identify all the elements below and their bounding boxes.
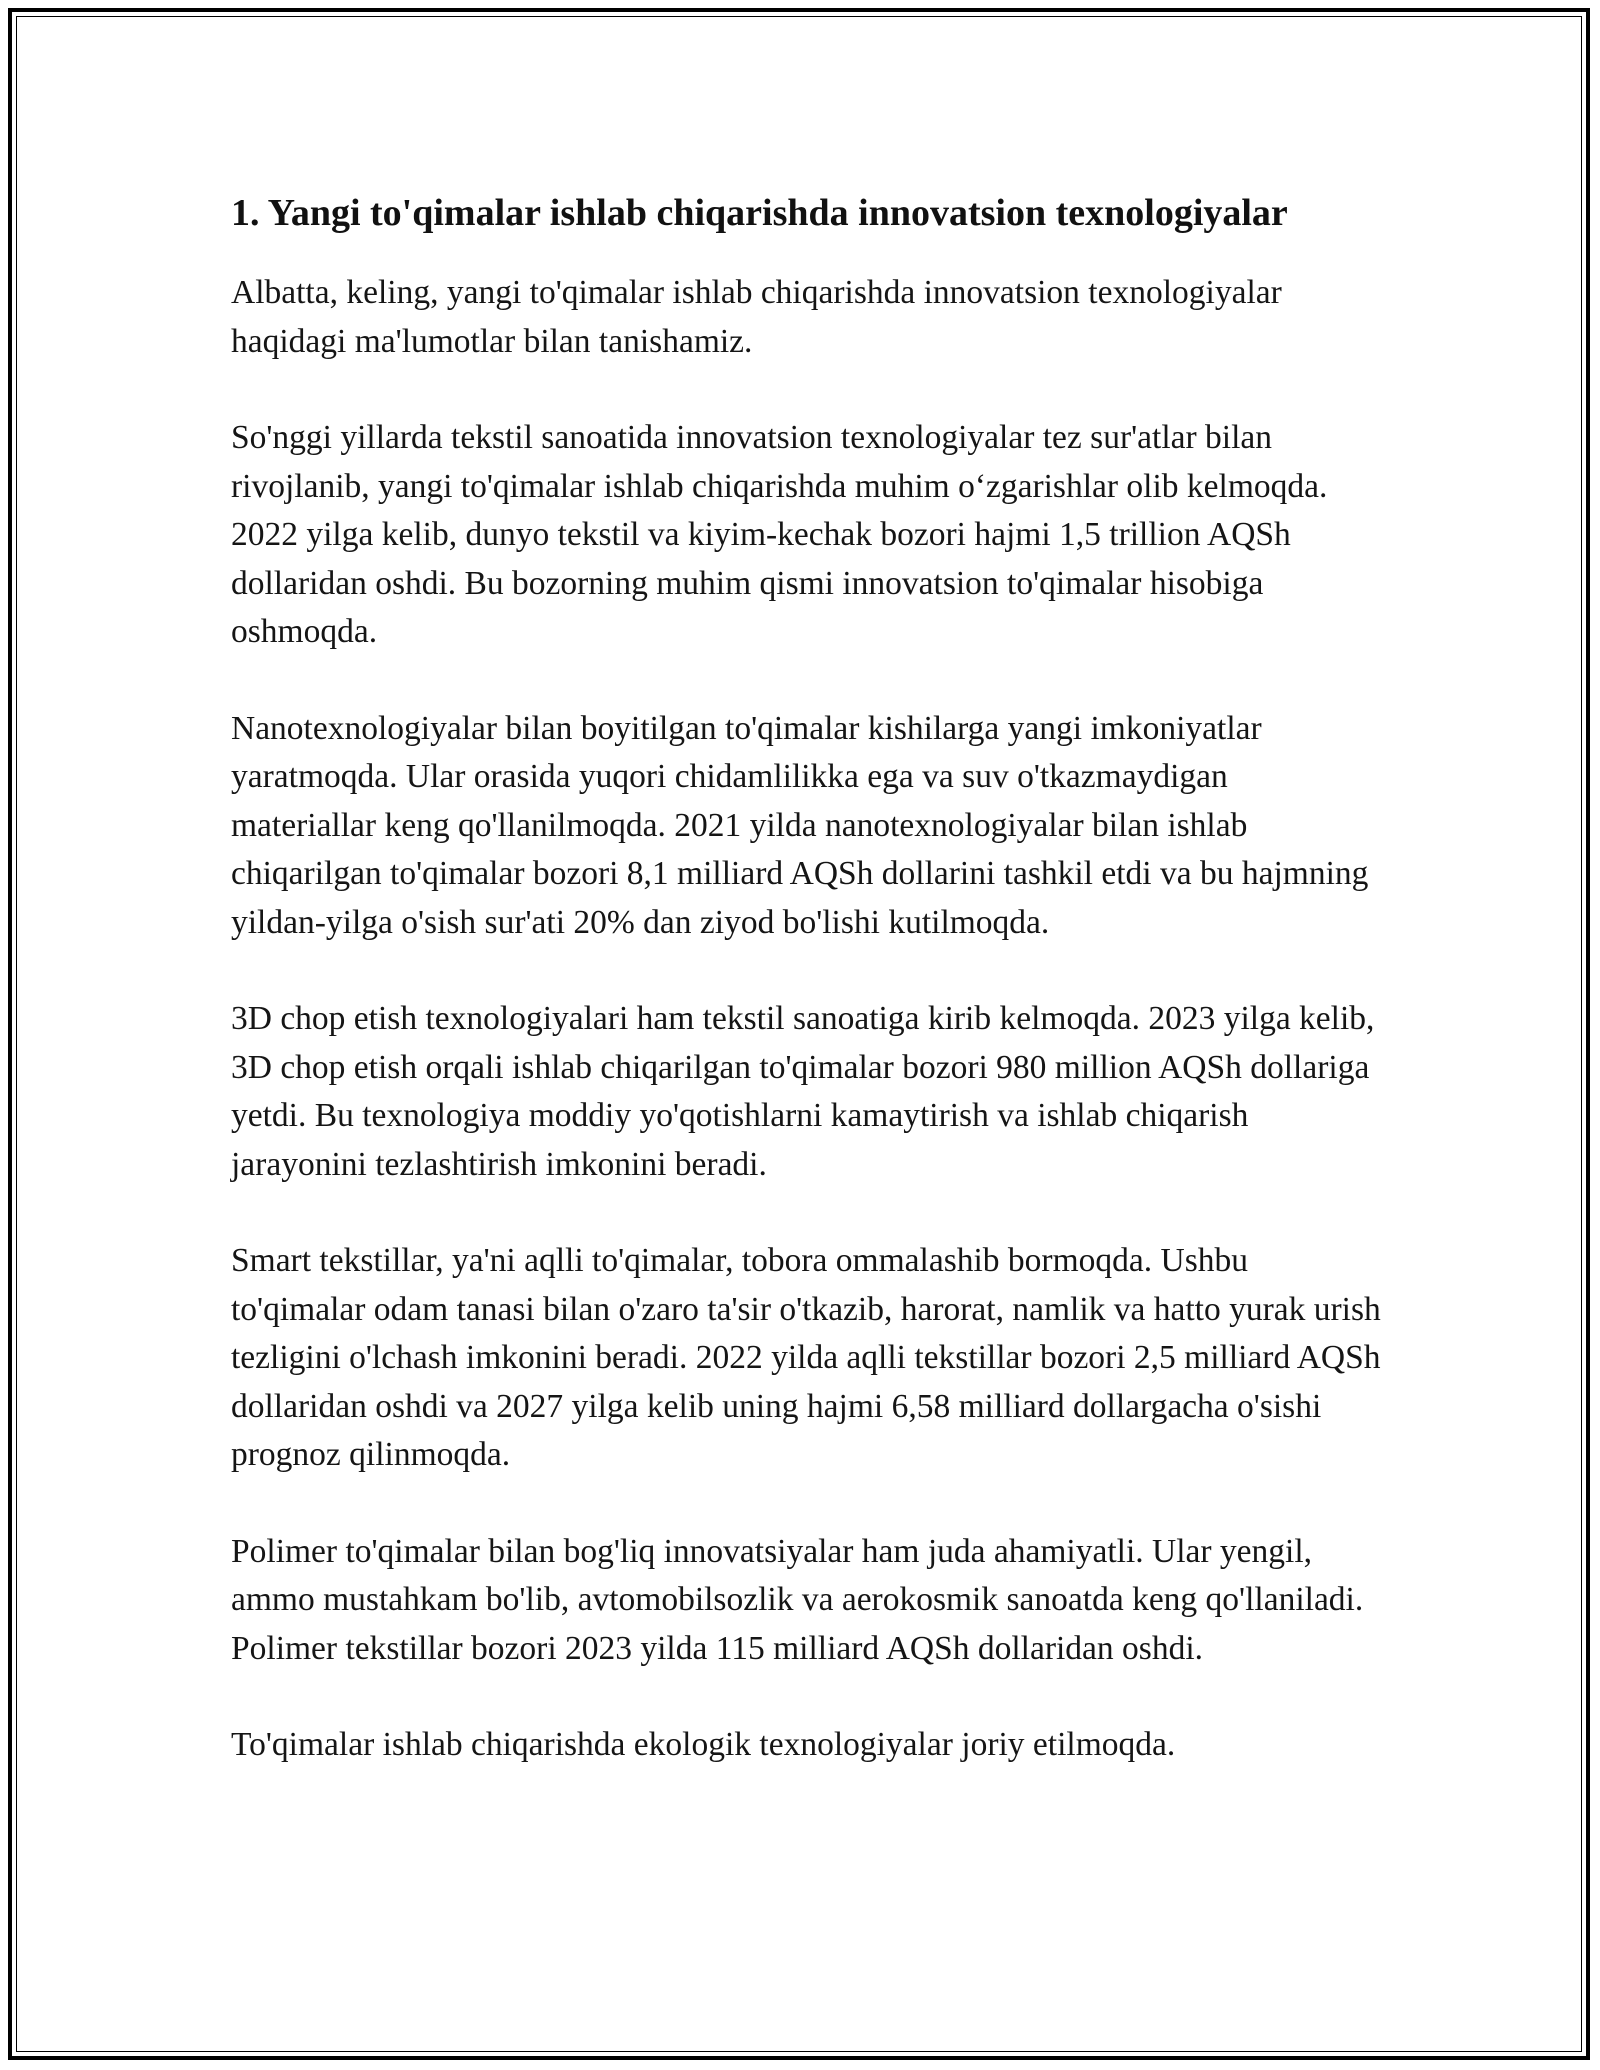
document-title: 1. Yangi to'qimalar ishlab chiqarishda innovatsion texnologiyalar <box>231 192 1288 234</box>
paragraph-3d-printing: 3D chop etish texnologiyalari ham tekstil sanoatiga kirib kelmoqda. 2023 yilga kelib, 3D chop etish orqali ishlab chiqarilgan to'qimalar bozori 980 million AQSh dollariga yetdi. Bu texnologiya moddiy yo'qotishlarni kamaytirish va ishlab chiqarish jarayonini tezlashtirish imkonini beradi. <box>231 1000 1375 1183</box>
paragraph-smart-textiles: Smart tekstillar, ya'ni aqlli to'qimalar, tobora ommalashib bormoqda. Ushbu to'qimalar odam tanasi bilan o'zaro ta'sir o'tkazib, harorat, namlik va hatto yurak urish tezligini o'lchash imkonini beradi. 2022 yilda aqlli tekstillar bozori 2,5 milliard AQSh dollaridan oshdi va 2027 yilga kelib uning hajmi 6,58 milliard dollargacha o'sishi prognoz qilinmoqda. <box>231 1242 1381 1473</box>
document-body <box>231 186 1381 1770</box>
paragraph-market-overview: So'nggi yillarda tekstil sanoatida innovatsion texnologiyalar tez sur'atlar bilan rivojlanib, yangi to'qimalar ishlab chiqarishda muhim oʻzgarishlar olib kelmoqda. 2022 yilga kelib, dunyo tekstil va kiyim-kechak bozori hajmi 1,5 trillion AQSh dollaridan oshdi. Bu bozorning muhim qismi innovatsion to'qimalar hisobiga oshmoqda. <box>231 419 1328 650</box>
paragraph-polymer-textiles: Polimer to'qimalar bilan bog'liq innovatsiyalar ham juda ahamiyatli. Ular yengil, ammo mustahkam bo'lib, avtomobilsozlik va aerokosmik sanoatda keng qo'llaniladi. Polimer tekstillar bozori 2023 yilda 115 milliard AQSh dollaridan oshdi. <box>231 1532 1364 1667</box>
paragraph-intro: Albatta, keling, yangi to'qimalar ishlab chiqarishda innovatsion texnologiyalar haqidagi ma'lumotlar bilan tanishamiz. <box>231 274 1282 360</box>
paragraph-ecological: To'qimalar ishlab chiqarishda ekologik texnologiyalar joriy etilmoqda. <box>231 1726 1176 1763</box>
paragraph-nanotechnology: Nanotexnologiyalar bilan boyitilgan to'qimalar kishilarga yangi imkoniyatlar yaratmoqda. Ular orasida yuqori chidamlilikka ega va suv o'tkazmaydigan materiallar keng qo'llanilmoqda. 2021 yilda nanotexnologiyalar bilan ishlab chiqarilgan to'qimalar bozori 8,1 milliard AQSh dollarini tashkil etdi va bu hajmning yildan-yilga o'sish sur'ati 20% dan ziyod bo'lishi kutilmoqda. <box>231 709 1369 941</box>
